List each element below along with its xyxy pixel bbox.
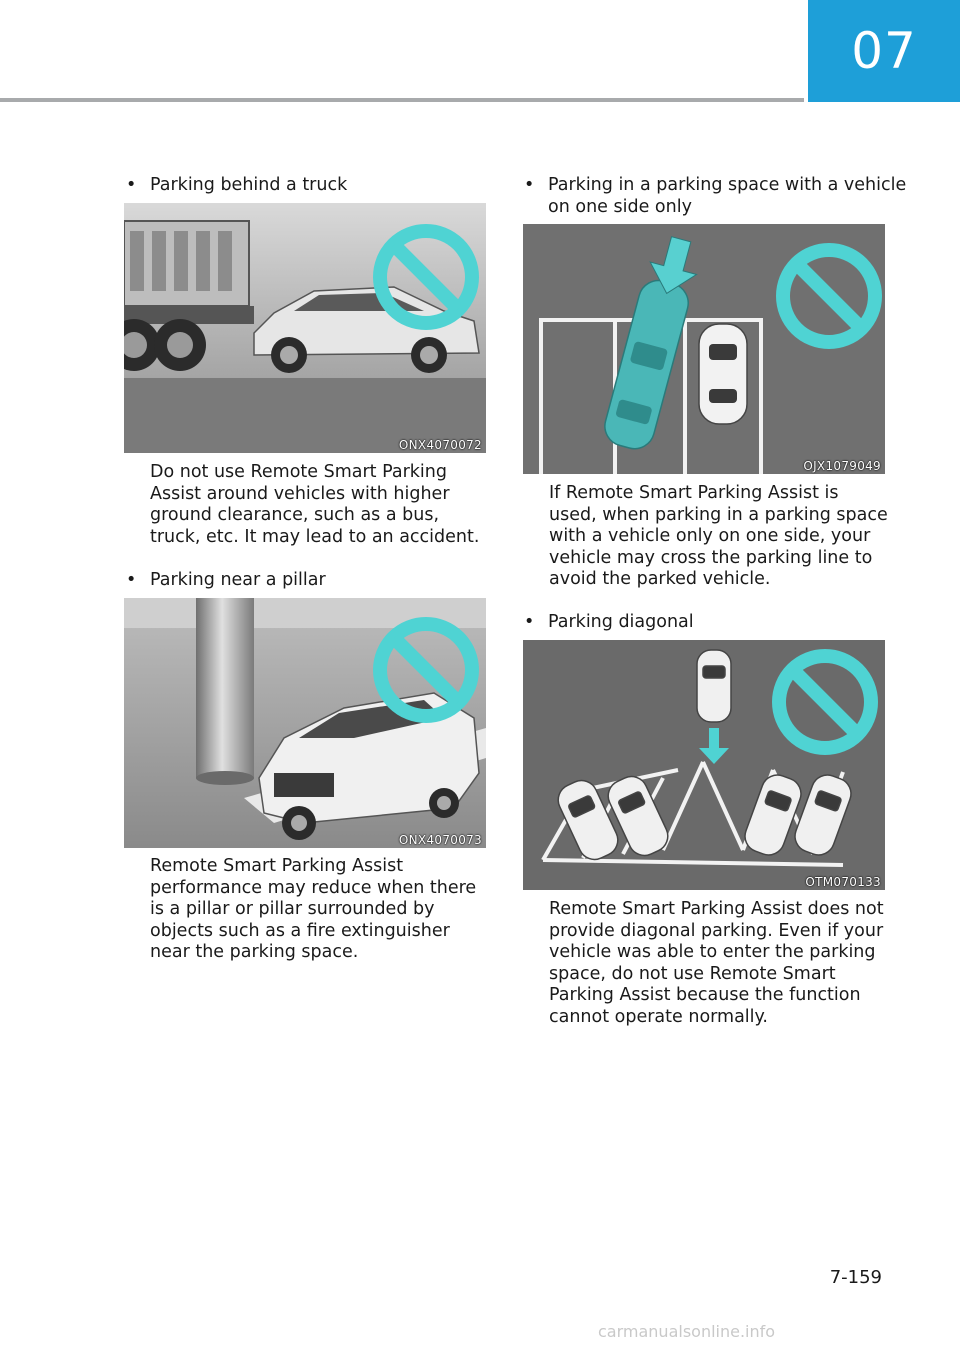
paragraph-pillar: Remote Smart Parking Assist performance may reduce when there is a pillar or pillar surrounded by objects such as a fire extinguisher near the parking space. xyxy=(150,856,477,962)
figure-code: ONX4070073 xyxy=(398,833,482,847)
bullet-dot: • xyxy=(126,175,137,195)
bullet-pillar xyxy=(126,569,510,591)
figure-code: OJX1079049 xyxy=(803,459,881,473)
diagonal-illustration xyxy=(523,640,885,890)
page-number: 7-159 xyxy=(829,1267,882,1288)
chapter-tab xyxy=(808,0,960,102)
bullet-title: Parking in a parking space with a vehicle on one side only xyxy=(548,175,907,217)
figure-truck xyxy=(124,203,486,453)
figure-code: ONX4070072 xyxy=(398,438,482,452)
paragraph-diagonal: Remote Smart Parking Assist does not provide diagonal parking. Even if your vehicle was able to enter the parking space, do not use Remote Smart Parking Assist because the function cannot operate normally. xyxy=(549,899,884,1027)
watermark: carmanualsonline.info xyxy=(598,1322,776,1341)
bullet-dot: • xyxy=(126,570,137,590)
bullet-dot: • xyxy=(524,612,535,632)
bullet-one-side xyxy=(524,174,908,218)
bullet-truck xyxy=(126,174,510,196)
figure-code: OTM070133 xyxy=(805,875,881,889)
bullet-diagonal xyxy=(524,611,908,633)
one-side-illustration xyxy=(523,224,885,474)
pillar-illustration xyxy=(124,598,486,848)
paragraph-one-side: If Remote Smart Parking Assist is used, when parking in a parking space with a vehicle only on one side, your vehicle may cross the parking line to avoid the parked vehicle. xyxy=(549,483,888,589)
bullet-title: Parking diagonal xyxy=(548,612,694,632)
figure-pillar xyxy=(124,598,486,848)
figure-one-side xyxy=(523,224,885,474)
bullet-title: Parking near a pillar xyxy=(150,570,326,590)
truck-illustration xyxy=(124,203,486,453)
figure-diagonal xyxy=(523,640,885,890)
header-rule xyxy=(0,98,804,102)
bullet-title: Parking behind a truck xyxy=(150,175,348,195)
paragraph-truck: Do not use Remote Smart Parking Assist around vehicles with higher ground clearance, such as a bus, truck, etc. It may lead to an accident. xyxy=(150,462,480,547)
bullet-dot: • xyxy=(524,175,535,195)
chapter-number: 07 xyxy=(851,22,917,80)
